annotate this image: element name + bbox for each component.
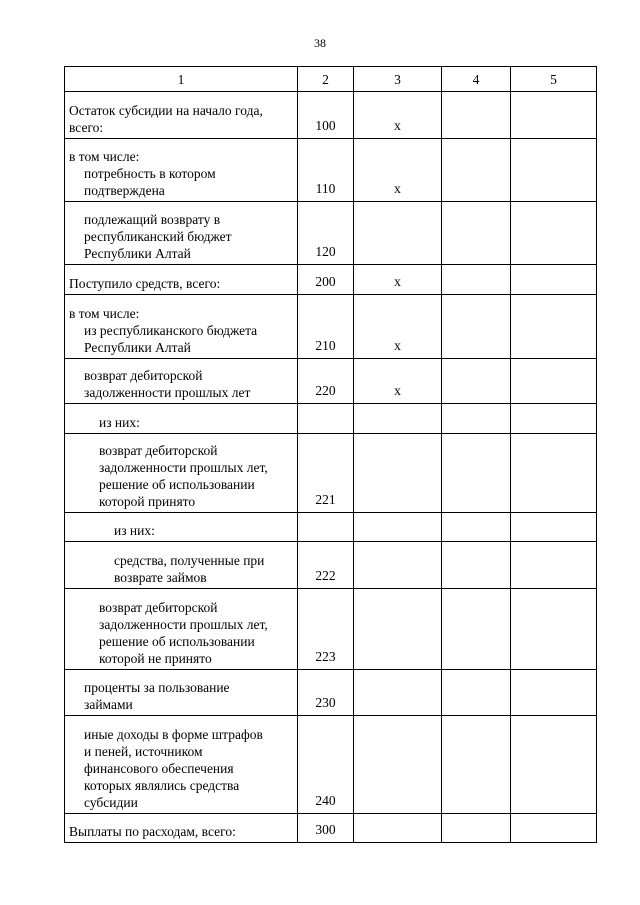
row-col4-cell xyxy=(442,295,511,359)
row-label-cell xyxy=(65,513,298,542)
row-col3-cell xyxy=(354,670,442,716)
row-label-cell xyxy=(65,359,298,404)
row-label-line: возврат дебиторской xyxy=(99,443,218,458)
row-col5-cell xyxy=(511,92,597,139)
table-row xyxy=(65,92,597,139)
subsidy-report-table xyxy=(64,66,597,843)
row-label-cell xyxy=(65,92,298,139)
row-code-cell: 300 xyxy=(298,814,354,843)
row-label-line: субсидии xyxy=(84,795,138,810)
row-label-line: займами xyxy=(84,697,133,712)
row-col5-cell xyxy=(511,513,597,542)
row-label-cell xyxy=(65,814,298,843)
row-label-line: Выплаты по расходам, всего: xyxy=(69,824,236,839)
row-label-line: из них: xyxy=(99,415,140,430)
table-row xyxy=(65,589,597,670)
row-col5-cell xyxy=(511,139,597,202)
row-label-line: возврат дебиторской xyxy=(84,368,203,383)
row-label-line: из них: xyxy=(114,523,155,538)
row-label-cell xyxy=(65,404,298,434)
row-code-cell xyxy=(298,513,354,542)
row-code-cell: 200 xyxy=(298,265,354,295)
column-header-2: 2 xyxy=(298,67,354,92)
table-row xyxy=(65,265,597,295)
row-label-line: которых являлись средства xyxy=(84,778,240,793)
row-col4-cell xyxy=(442,513,511,542)
row-label-line: в том числе: xyxy=(69,306,140,321)
row-code-cell: 120 xyxy=(298,202,354,265)
row-col5-cell xyxy=(511,716,597,814)
table-row xyxy=(65,359,597,404)
column-header-5: 5 xyxy=(511,67,597,92)
row-label-line: Поступило средств, всего: xyxy=(69,276,221,291)
row-label-line: решение об использовании xyxy=(99,634,255,649)
row-col4-cell xyxy=(442,359,511,404)
row-col3-cell: x xyxy=(354,359,442,404)
row-code-cell xyxy=(298,404,354,434)
row-label-line: задолженности прошлых лет, xyxy=(99,617,268,632)
row-col4-cell xyxy=(442,814,511,843)
row-col5-cell xyxy=(511,670,597,716)
row-col4-cell xyxy=(442,589,511,670)
row-sublabel-line: потребность в котором xyxy=(84,166,216,181)
row-code-cell: 222 xyxy=(298,542,354,589)
row-col5-cell xyxy=(511,404,597,434)
row-label-cell xyxy=(65,589,298,670)
row-code-cell: 220 xyxy=(298,359,354,404)
row-sublabel-line: подтверждена xyxy=(84,183,165,198)
row-col5-cell xyxy=(511,202,597,265)
row-label-line: которой принято xyxy=(99,494,196,509)
row-label-line: иные доходы в форме штрафов xyxy=(84,727,263,742)
row-label-cell xyxy=(65,434,298,513)
row-col3-cell xyxy=(354,589,442,670)
column-header-4: 4 xyxy=(442,67,511,92)
row-label-line: проценты за пользование xyxy=(84,680,230,695)
table-row xyxy=(65,513,597,542)
row-col3-cell: x xyxy=(354,139,442,202)
table-row xyxy=(65,202,597,265)
row-code-cell: 221 xyxy=(298,434,354,513)
row-col3-cell xyxy=(354,814,442,843)
row-col4-cell xyxy=(442,92,511,139)
row-col5-cell xyxy=(511,434,597,513)
row-code-cell: 110 xyxy=(298,139,354,202)
row-code-cell: 210 xyxy=(298,295,354,359)
row-label-line: задолженности прошлых лет, xyxy=(99,460,268,475)
row-col3-cell: x xyxy=(354,92,442,139)
table-header-row xyxy=(65,67,597,92)
row-label-line: республиканский бюджет xyxy=(84,229,232,244)
row-label-line: финансового обеспечения xyxy=(84,761,234,776)
row-col5-cell xyxy=(511,814,597,843)
row-col4-cell xyxy=(442,434,511,513)
table-row xyxy=(65,542,597,589)
table-row xyxy=(65,716,597,814)
row-col3-cell: x xyxy=(354,295,442,359)
row-col4-cell xyxy=(442,139,511,202)
row-col5-cell xyxy=(511,542,597,589)
row-col3-cell: x xyxy=(354,265,442,295)
row-col4-cell xyxy=(442,670,511,716)
row-label-cell xyxy=(65,670,298,716)
row-label-line: задолженности прошлых лет xyxy=(84,385,251,400)
row-label-line: и пеней, источником xyxy=(84,744,203,759)
row-label-line: подлежащий возврату в xyxy=(84,212,221,227)
row-label-line: всего: xyxy=(69,120,104,135)
row-col4-cell xyxy=(442,716,511,814)
row-col5-cell xyxy=(511,359,597,404)
row-label-cell xyxy=(65,265,298,295)
row-label-line: которой не принято xyxy=(99,651,212,666)
row-col3-cell xyxy=(354,542,442,589)
row-label-line: возврат дебиторской xyxy=(99,600,218,615)
row-code-cell: 230 xyxy=(298,670,354,716)
row-code-cell: 223 xyxy=(298,589,354,670)
table-row xyxy=(65,434,597,513)
row-col5-cell xyxy=(511,295,597,359)
column-header-1: 1 xyxy=(65,67,298,92)
row-col5-cell xyxy=(511,265,597,295)
row-label-cell xyxy=(65,716,298,814)
row-col3-cell xyxy=(354,434,442,513)
row-label-line: средства, полученные при xyxy=(114,553,265,568)
row-label-line: Республики Алтай xyxy=(84,246,191,261)
table-row xyxy=(65,814,597,843)
row-col4-cell xyxy=(442,202,511,265)
page-number: 38 xyxy=(314,36,326,50)
row-col3-cell xyxy=(354,404,442,434)
row-label-cell xyxy=(65,202,298,265)
row-label-line: решение об использовании xyxy=(99,477,255,492)
row-label-cell xyxy=(65,295,298,359)
row-col3-cell xyxy=(354,716,442,814)
column-header-3: 3 xyxy=(354,67,442,92)
row-code-cell: 240 xyxy=(298,716,354,814)
row-col5-cell xyxy=(511,589,597,670)
row-col4-cell xyxy=(442,265,511,295)
row-label-cell xyxy=(65,139,298,202)
table-row xyxy=(65,295,597,359)
row-label-cell xyxy=(65,542,298,589)
row-col3-cell xyxy=(354,513,442,542)
row-col3-cell xyxy=(354,202,442,265)
row-sublabel-line: Республики Алтай xyxy=(84,340,191,355)
row-col4-cell xyxy=(442,542,511,589)
row-label-line: возврате займов xyxy=(114,570,207,585)
table-row xyxy=(65,670,597,716)
row-label-line: в том числе: xyxy=(69,149,140,164)
row-col4-cell xyxy=(442,404,511,434)
table-row xyxy=(65,139,597,202)
row-sublabel-line: из республиканского бюджета xyxy=(84,323,258,338)
row-code-cell: 100 xyxy=(298,92,354,139)
table-row xyxy=(65,404,597,434)
row-label-line: Остаток субсидии на начало года, xyxy=(69,103,263,118)
